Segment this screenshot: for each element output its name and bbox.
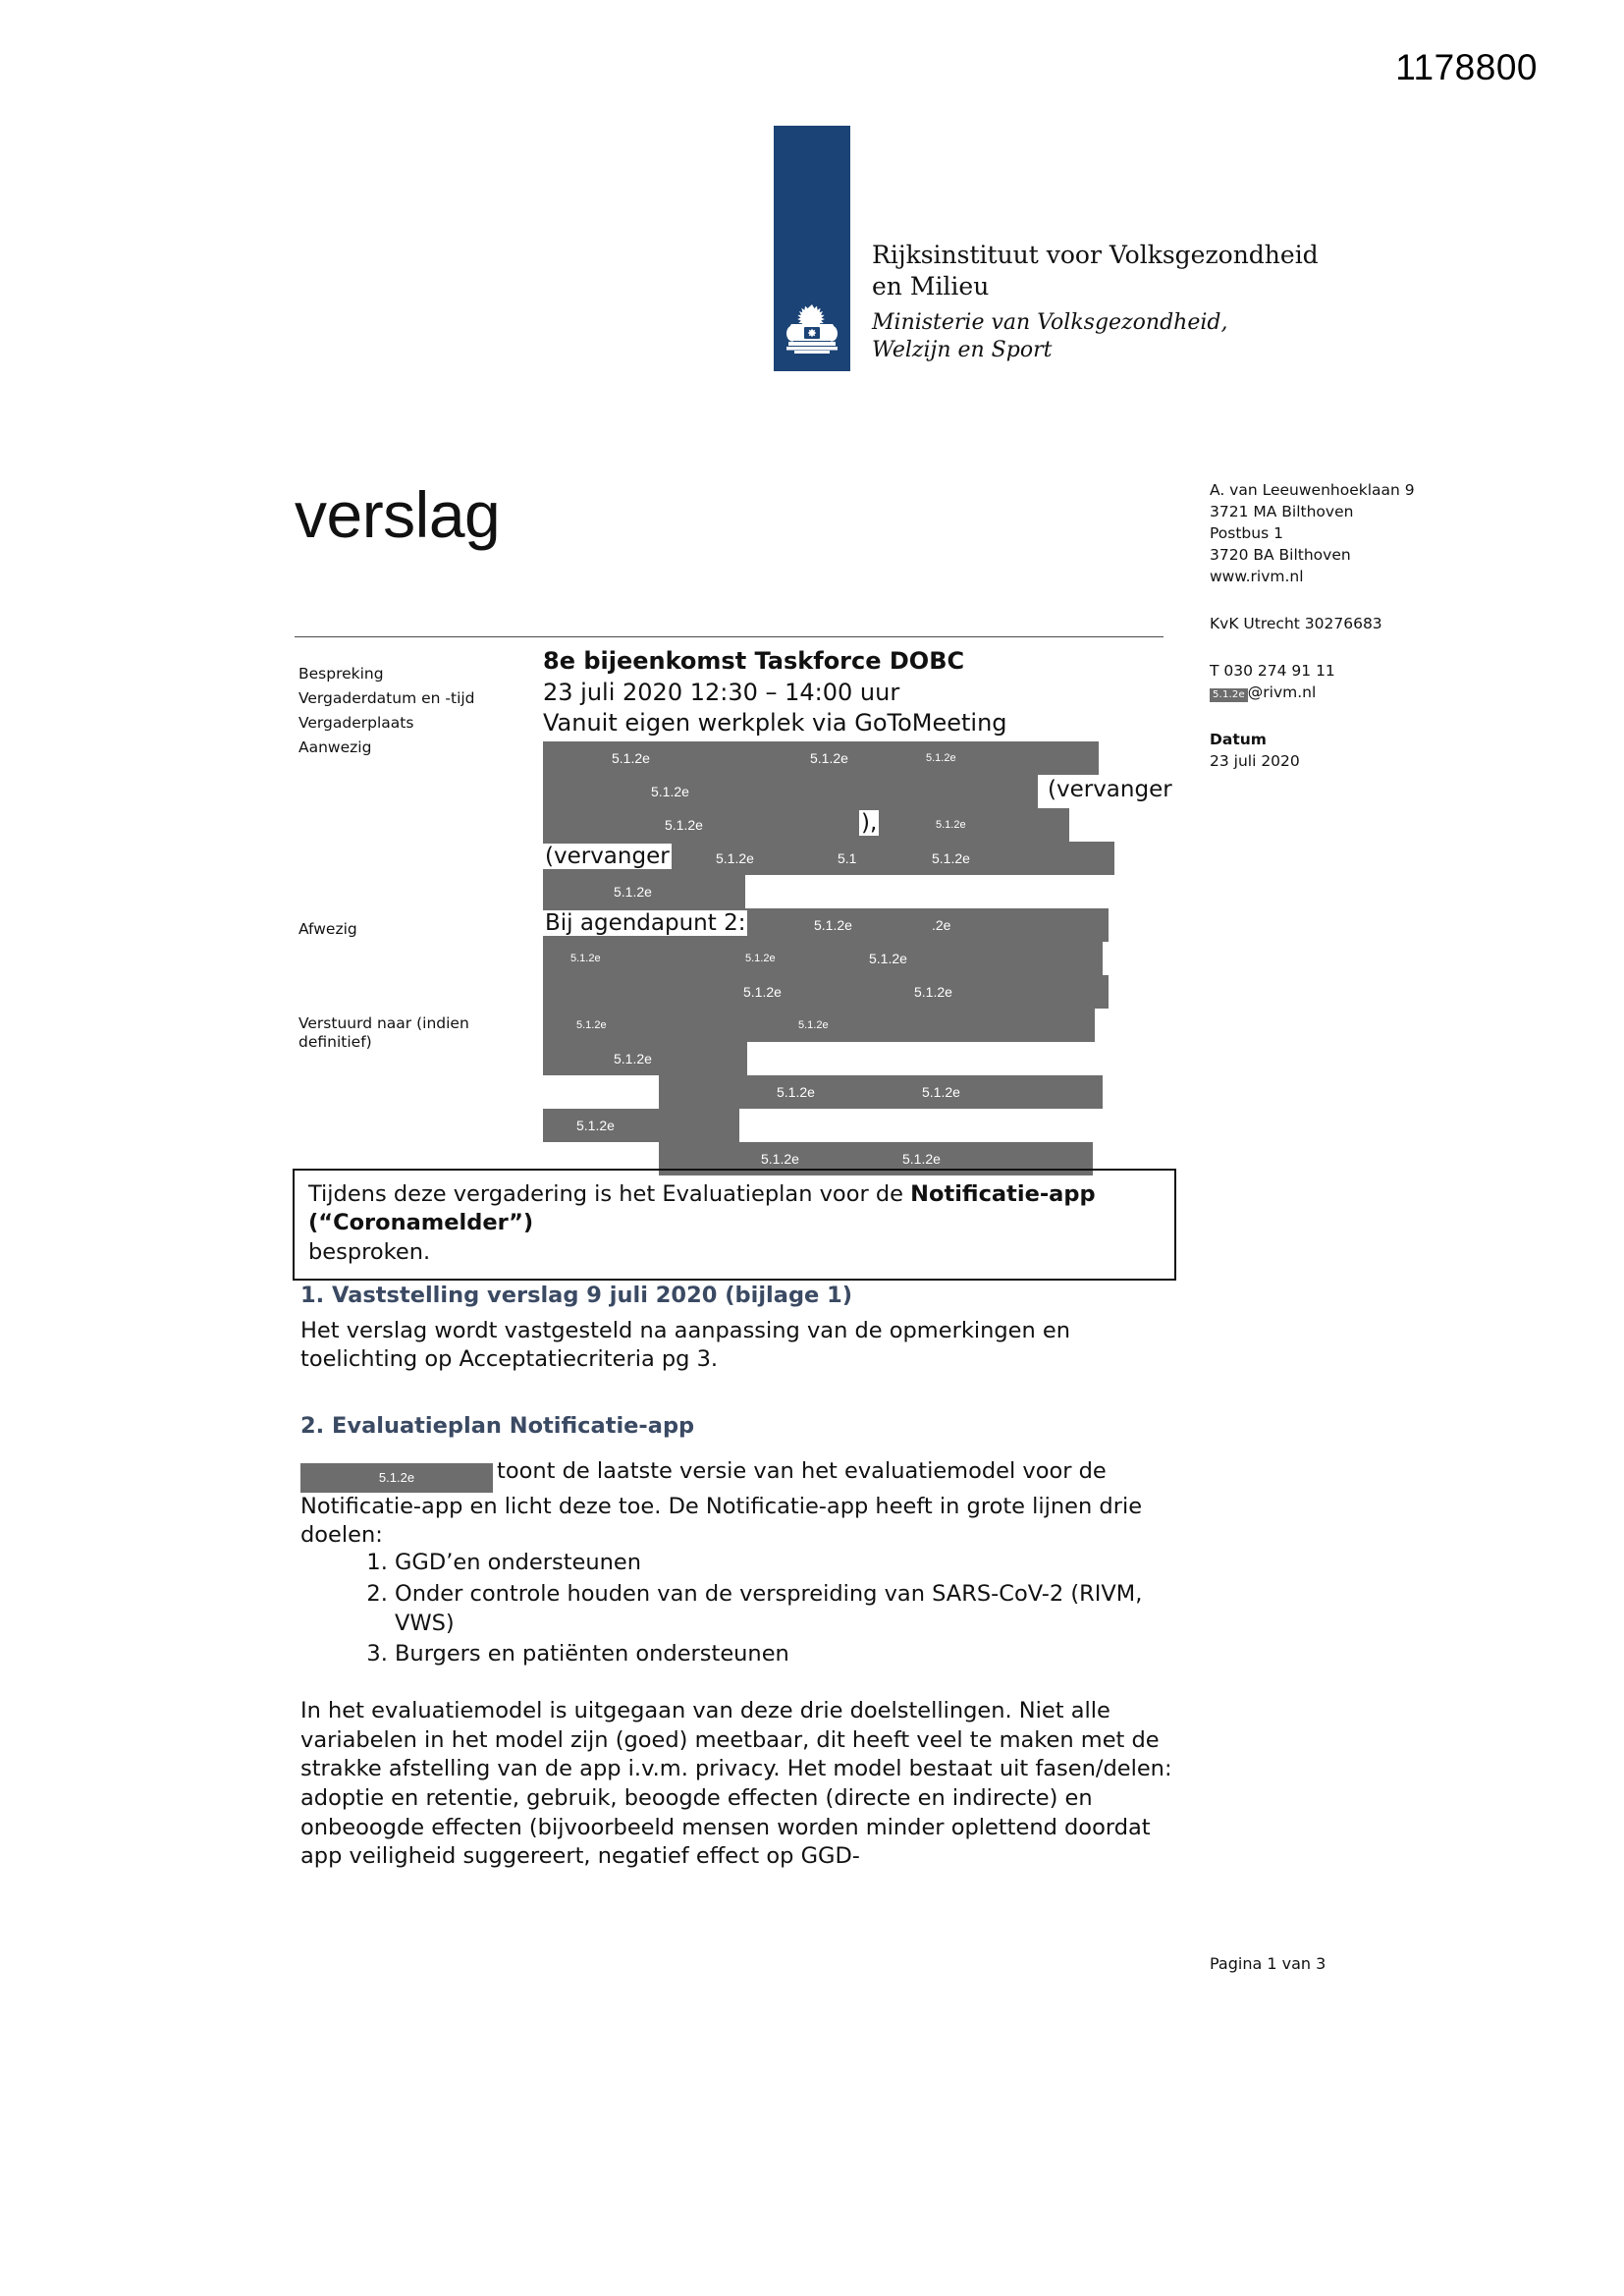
redaction-block-inline: 5.1.2e xyxy=(300,1463,493,1493)
callout-box xyxy=(293,1169,1176,1281)
redaction-code: 5.1.2e xyxy=(614,1051,652,1066)
redaction-code: 5.1.2e xyxy=(810,750,848,766)
redaction-block xyxy=(543,808,1069,842)
redaction-code-short: 5.1 xyxy=(838,850,857,866)
section-2-intro xyxy=(300,1457,1184,1551)
logo-line-4: Welzijn en Sport xyxy=(872,338,1053,363)
redaction-code: 5.1.2e xyxy=(570,953,601,964)
page-title: verslag xyxy=(295,478,501,551)
redaction-code: 5.1.2e xyxy=(814,917,852,933)
date-value: 23 juli 2020 xyxy=(1210,752,1300,770)
logo-text-block xyxy=(872,240,1319,371)
address-line-2: 3721 MA Bilthoven xyxy=(1210,503,1354,520)
label-verstuurd-naar xyxy=(298,1014,544,1052)
section-2-closing: In het evaluatiemodel is uitgegaan van deze drie doelstellingen. Niet alle variabelen in het model zijn (goed) meetbaar, dit heeft veel te maken met de strakke afstelling van de app i.v.m. privacy. Het model bestaat uit fasen/delen: adoptie en retentie, gebruik, beoogde effecten (directe en indirecte) en onbeoogde effecten (bijvoorbeeld mensen worden minder oplettend doordat app veiligheid suggereert, negatief effect op GGD- xyxy=(300,1697,1172,1870)
redacted-participants-area xyxy=(543,741,1191,1167)
redaction-code-partial: .2e xyxy=(932,917,951,933)
value-vergaderdatum: 23 juli 2020 12:30 – 14:00 uur xyxy=(543,678,900,706)
redaction-code: 5.1.2e xyxy=(651,784,689,799)
callout-text-before: Tijdens deze vergadering is het Evaluatieplan voor de xyxy=(308,1181,911,1207)
redaction-code: 5.1.2e xyxy=(922,1084,960,1100)
section-1-body: Het verslag wordt vastgesteld na aanpassing van de opmerkingen en toelichting op Acceptatiecriteria pg 3. xyxy=(300,1317,1070,1373)
section-2-intro-text: toont de laatste versie van het evaluatiemodel voor de Notificatie-app en licht deze toe. De Notificatie-app heeft in grote lijnen drie doelen: xyxy=(300,1457,1143,1549)
document-number: 1178800 xyxy=(1395,47,1538,87)
redaction-code: 5.1.2e xyxy=(612,750,650,766)
logo-blue-bar xyxy=(774,126,850,371)
address-line-1: A. van Leeuwenhoeklaan 9 xyxy=(1210,481,1415,499)
label-verstuurd-line-2: definitief) xyxy=(298,1033,372,1052)
redaction-code: 5.1.2e xyxy=(914,984,952,1000)
value-bespreking: 8e bijeenkomst Taskforce DOBC xyxy=(543,647,965,675)
fragment-vervanger-2: (vervanger xyxy=(545,844,670,869)
redaction-code: 5.1.2e xyxy=(614,884,652,900)
list-item: 3. Burgers en patiënten ondersteunen xyxy=(395,1640,1184,1669)
logo-line-3: Ministerie van Volksgezondheid, xyxy=(872,309,1228,335)
callout-text-after: besproken. xyxy=(308,1238,431,1265)
redaction-code: 5.1.2e xyxy=(902,1151,941,1167)
fragment-agendapunt: Bij agendapunt 2: xyxy=(545,910,746,936)
redaction-code: 5.1.2e xyxy=(745,953,776,964)
label-aanwezig: Aanwezig xyxy=(298,738,372,756)
redaction-block xyxy=(543,775,1038,808)
kvk-number: KvK Utrecht 30276683 xyxy=(1210,615,1382,632)
address-line-3: Postbus 1 xyxy=(1210,524,1283,542)
body-content xyxy=(300,1282,1184,1909)
label-afwezig: Afwezig xyxy=(298,920,357,938)
redaction-block xyxy=(543,741,1099,775)
address-website: www.rivm.nl xyxy=(1210,568,1304,585)
redaction-block xyxy=(543,1009,1095,1042)
fragment-paren-close: ), xyxy=(861,810,878,836)
callout-bold-1: Notificatie-app xyxy=(910,1181,1096,1207)
date-label: Datum xyxy=(1210,731,1267,748)
list-item: 1. GGD’en ondersteunen xyxy=(395,1549,1184,1578)
logo-line-1: Rijksinstituut voor Volksgezondheid xyxy=(872,240,1319,269)
redaction-code: 5.1.2e xyxy=(761,1151,799,1167)
redaction-code: 5.1.2e xyxy=(576,1019,607,1031)
redaction-block xyxy=(543,942,1103,975)
sidebar-info xyxy=(1210,479,1504,797)
label-vergaderdatum: Vergaderdatum en -tijd xyxy=(298,689,475,707)
kvk-block xyxy=(1210,613,1504,634)
redaction-code: 5.1.2e xyxy=(798,1019,829,1031)
redaction-code: 5.1.2e xyxy=(665,817,703,833)
redaction-block xyxy=(659,1075,1103,1109)
email-redaction-block: 5.1.2e xyxy=(1210,688,1248,702)
meta-value-column xyxy=(543,646,1171,739)
goals-list xyxy=(300,1549,1184,1669)
email-line xyxy=(1210,682,1504,703)
redaction-code: 5.1.2e xyxy=(869,951,907,966)
label-verstuurd-line-1: Verstuurd naar (indien xyxy=(298,1014,469,1032)
redaction-block xyxy=(543,1042,747,1075)
value-vergaderplaats: Vanuit eigen werkplek via GoToMeeting xyxy=(543,709,1007,738)
address-line-4: 3720 BA Bilthoven xyxy=(1210,546,1351,564)
logo-line-2: en Milieu xyxy=(872,272,990,301)
redaction-code: 5.1.2e xyxy=(926,752,956,764)
fragment-vervanger-1: (vervanger xyxy=(1048,777,1172,802)
email-domain: @rivm.nl xyxy=(1247,683,1317,701)
redaction-code: 5.1.2e xyxy=(743,984,782,1000)
redaction-code: 5.1.2e xyxy=(777,1084,815,1100)
redaction-code: 5.1.2e xyxy=(716,850,754,866)
section-1-heading: 1. Vaststelling verslag 9 juli 2020 (bijlage 1) xyxy=(300,1283,853,1308)
label-bespreking: Bespreking xyxy=(298,665,384,683)
address-block xyxy=(1210,479,1504,587)
meta-label-column xyxy=(298,664,544,1052)
redaction-code: 5.1.2e xyxy=(936,819,966,831)
date-block xyxy=(1210,729,1504,772)
meta-divider xyxy=(295,636,1164,637)
label-vergaderplaats: Vergaderplaats xyxy=(298,714,414,732)
dutch-coat-of-arms-icon xyxy=(785,302,839,359)
list-item: 2. Onder controle houden van de verspreiding van SARS-CoV-2 (RIVM, VWS) xyxy=(395,1580,1184,1638)
rivm-logo xyxy=(774,126,1319,371)
contact-block xyxy=(1210,660,1504,703)
redaction-code: 5.1.2e xyxy=(576,1118,615,1133)
phone-number: T 030 274 91 11 xyxy=(1210,662,1335,680)
redaction-code: 5.1.2e xyxy=(932,850,970,866)
redaction-block xyxy=(543,1109,739,1142)
redaction-block xyxy=(543,875,745,908)
redaction-block xyxy=(543,975,1109,1009)
callout-bold-2: (“Coronamelder”) xyxy=(308,1210,534,1236)
page-footer: Pagina 1 van 3 xyxy=(1210,1954,1326,1973)
section-2-heading: 2. Evaluatieplan Notificatie-app xyxy=(300,1413,695,1440)
